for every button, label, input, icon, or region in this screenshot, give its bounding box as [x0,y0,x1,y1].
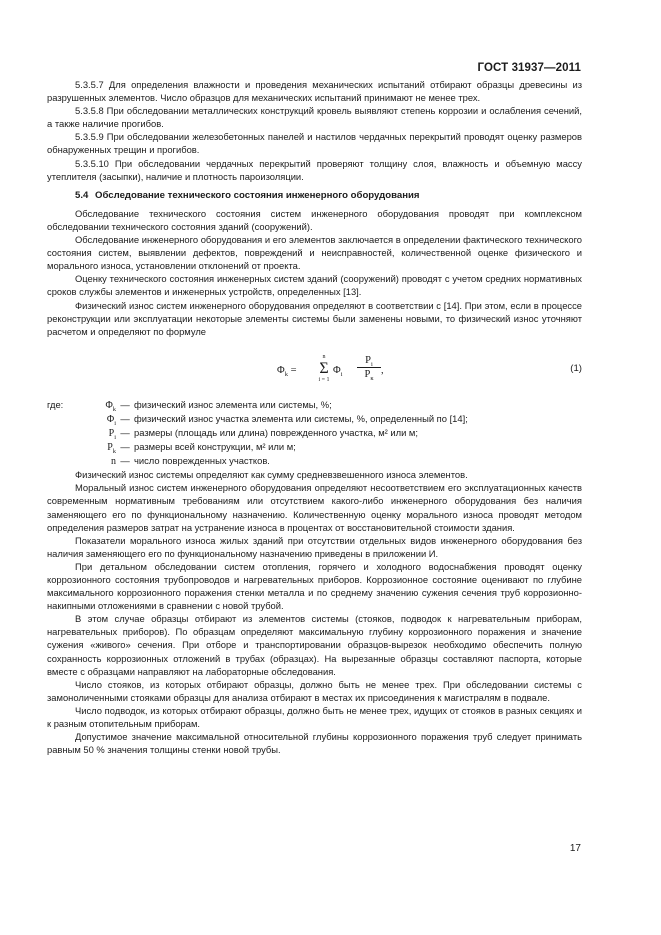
paragraph: В этом случае образцы отбирают из элементов системы (стояков, подводок к нагревательным приборам, нагревательных приборов). По образцам определяют максимальную глубину коррозионного поражения и значение сужения «живого» сечения. При отборе и транспортировании образцов-вырезок необходимо обеспечить полную сохранность коррозионных отложений в трубах (образцах). На вырезанные образцы составляют паспорта, которые вместе с образцами направляют на лабораторные обследования. [47,613,582,677]
paragraph: Обследование технического состояния систем инженерного оборудования проводят при комплексном обследовании технического состояния зданий (сооружений). [47,207,582,232]
paragraph: Допустимое значение максимальной относительной глубины коррозионного поражения труб следует принимать равным 50 % значения толщины стенки новой трубы. [47,731,582,756]
paragraph: Физический износ системы определяют как сумму средневзвешенного износа элементов. [75,469,468,481]
paragraph: 5.3.5.10 При обследовании чердачных перекрытий проверяют толщину слоя, влажность и объемную массу утеплителя (засыпки), наличие и плотность пароизоляции. [47,157,582,182]
symbol-definitions [47,398,582,468]
section-title: Обследование технического состояния инженерного оборудования [95,189,420,201]
paragraph: Число стояков, из которых отбирают образцы, должно быть не менее трех. При обследовании системы с замоноличенными стояками образцы для анализа отбирают в местах их присоединения к магистралям в подвале. [47,678,582,703]
summation-sign: n Σ i = 1 [318,353,330,383]
paragraph: Число подводок, из которых отбирают образцы, должно быть не менее трех, идущих от стояков в разных секциях и к разным отопительным приборам. [47,704,582,730]
standard-header: ГОСТ 31937—2011 [477,62,581,74]
paragraph: При детальном обследовании систем отопления, горячего и холодного водоснабжения проводят оценку коррозионного состояния трубопроводов и нагревательных приборов. Коррозионное состояние оценивают по глубине максимального коррозионного поражения стенки металла и по среднему значению сужения сечения труб коррозионно-накипными отложениями в сравнении с новой трубой. [47,560,582,612]
section-heading [47,189,582,202]
paragraph: 5.3.5.7 Для определения влажности и проведения механических испытаний отбирают образцы древесины из разрушенных элементов. Число образцов для механических испытаний принимают не менее трех. [47,79,582,104]
paragraph: Моральный износ систем инженерного оборудования определяют несоответствием его эксплуатационных качеств современным нормативным требованиям или отсутствием какого-либо инженерного оборудования без наличия заменяющего его по функциональному назначению. Количественную оценку морального износа проводят методом определения размеров затрат на устранение износа в процентах от восстановительной стоимости здания. [47,482,582,533]
definition-row: n — число поврежденных участков. [111,455,270,468]
paragraph: Оценку технического состояния инженерных систем зданий (сооружений) проводят с учетом средних нормативных сроков службы элементов и инженерных устройств, определенных [13]. [47,273,582,298]
section-number: 5.4 [75,189,89,201]
definition-row: $P_k$ — размеры всей конструкции, м² или м; [107,441,296,456]
definition-row: $\Phi_i$ — физический износ участка элемента или системы, %, определенный по [14]; [106,412,468,427]
formula-term: $\Phi_i$ [333,364,343,378]
paragraph: Физический износ систем инженерного оборудования определяют в соответствии с [14]. При этом, если в процессе реконструкции или эксплуатации некоторые элементы системы были заменены новыми, то физический износ уточняют расчетом и определяют по формуле [47,299,582,337]
page-content [47,78,582,756]
paragraph: Обследование инженерного оборудования и его элементов заключается в определении фактического технического состояния систем, выявлении дефектов, повреждений и неисправностей, количественной оценке физического и морального износа, установлении отклонений от проекта. [47,234,582,272]
definition-row: $P_i$ — размеры (площадь или длина) поврежденного участка, м² или м; [108,426,418,441]
formula-lhs: $\Phi_k$ = [277,364,297,378]
paragraph: Показатели морального износа жилых зданий при отсутствии отдельных видов инженерного оборудования без наличия заменяющего его по функциональному назначению приведены в приложении И. [47,534,582,559]
definition-row: где: $\Phi_k$ — физический износ элемента или системы, %; [47,398,332,413]
formula-number: (1) [570,362,582,374]
formula-block [47,340,582,398]
paragraph: 5.3.5.9 При обследовании железобетонных панелей и настилов чердачных перекрытий проводят оценку размеров обнаруженных трещин и прогибов. [47,131,582,156]
paragraph: 5.3.5.8 При обследовании металлических конструкций кровель выявляют степень коррозии и ослабления сечений, а также наличие прогибов. [47,105,582,130]
formula-fraction: $P_i$ $P_к$ [357,354,381,381]
page-number: 17 [569,843,581,854]
formula-comma: , [381,364,384,376]
